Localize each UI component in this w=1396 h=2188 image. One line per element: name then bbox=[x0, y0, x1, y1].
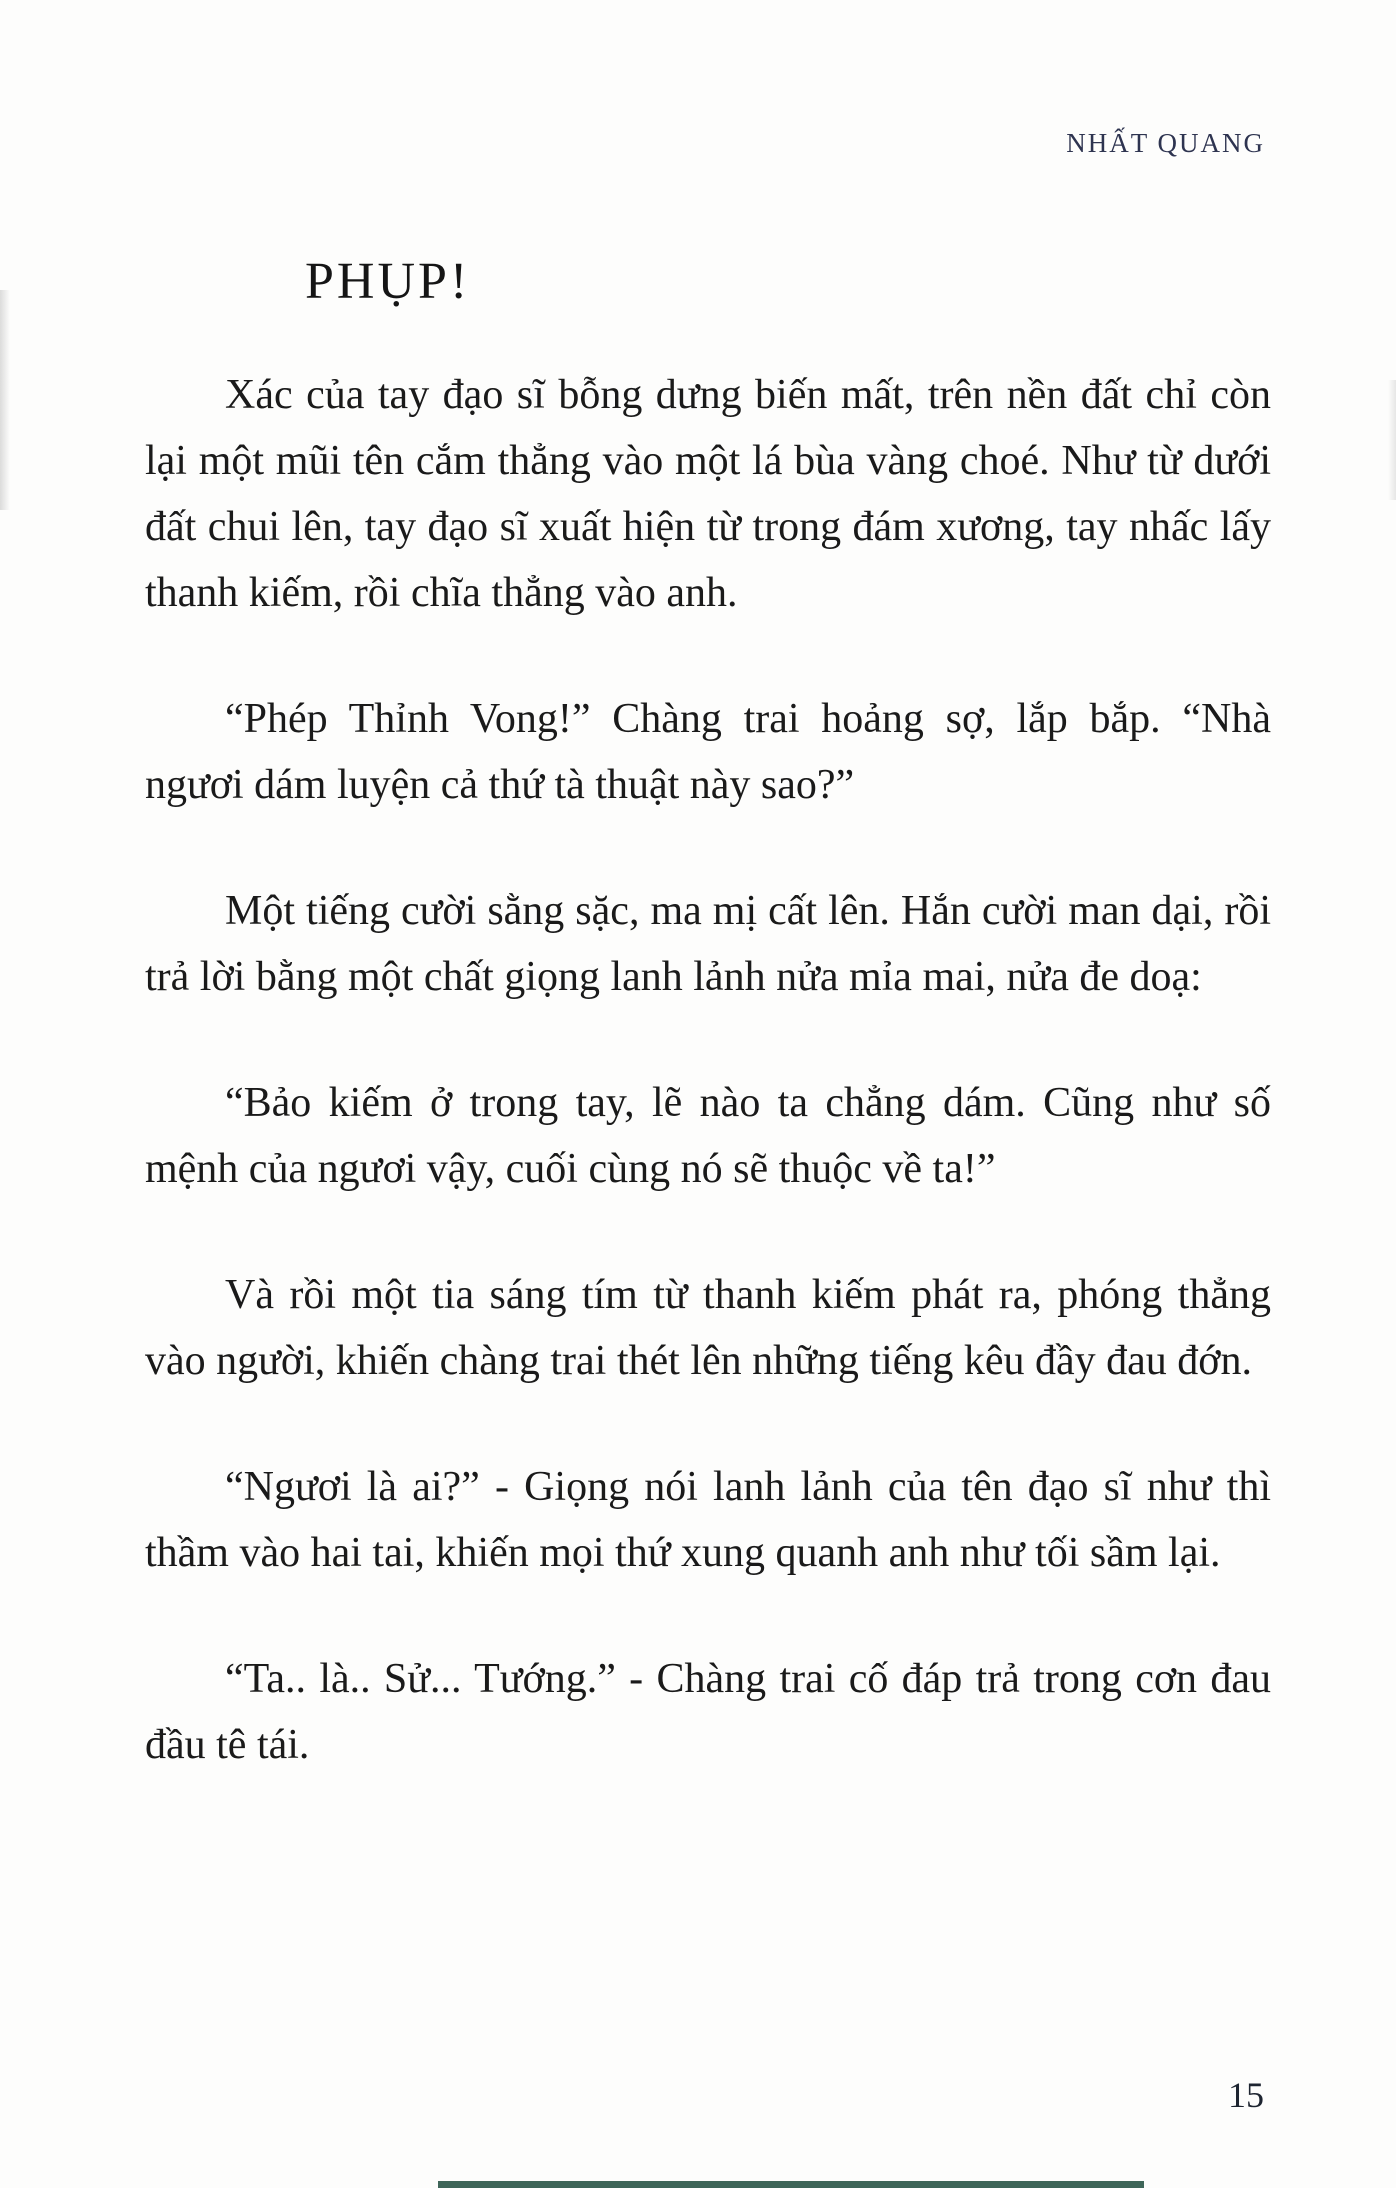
paragraph: Xác của tay đạo sĩ bỗng dưng biến mất, trên nền đất chỉ còn lại một mũi tên cắm thẳng vào một lá bùa vàng choé. Như từ dưới đất chui lên, tay đạo sĩ xuất hiện từ trong đám xương, tay nhấc lấy thanh kiếm, rồi chĩa thẳng vào anh. bbox=[145, 372, 1271, 616]
page-number: 15 bbox=[1228, 2075, 1264, 2115]
paragraph: Một tiếng cười sằng sặc, ma mị cất lên. Hắn cười man dại, rồi trả lời bằng một chất giọng lanh lảnh nửa mỉa mai, nửa đe doạ: bbox=[145, 888, 1271, 1000]
scan-artifact-strip bbox=[438, 2181, 1144, 2188]
paragraph: “Bảo kiếm ở trong tay, lẽ nào ta chẳng dám. Cũng như số mệnh của ngươi vậy, cuối cùng nó sẽ thuộc về ta!” bbox=[145, 1080, 1271, 1192]
paragraph: “Ta.. là.. Sử... Tướng.” - Chàng trai cố đáp trả trong cơn đau đầu tê tái. bbox=[145, 1656, 1271, 1768]
body-text bbox=[145, 362, 1271, 1838]
page-title: PHỤP! bbox=[305, 253, 471, 310]
scan-shadow-left bbox=[0, 290, 10, 510]
paragraph: Và rồi một tia sáng tím từ thanh kiếm phát ra, phóng thẳng vào người, khiến chàng trai thét lên những tiếng kêu đầy đau đớn. bbox=[145, 1272, 1271, 1384]
running-header: NHẤT QUANG bbox=[1066, 128, 1265, 158]
scan-shadow-right bbox=[1388, 380, 1396, 500]
paragraph: “Ngươi là ai?” - Giọng nói lanh lảnh của tên đạo sĩ như thì thầm vào hai tai, khiến mọi thứ xung quanh anh như tối sầm lại. bbox=[145, 1464, 1271, 1576]
paragraph: “Phép Thỉnh Vong!” Chàng trai hoảng sợ, lắp bắp. “Nhà ngươi dám luyện cả thứ tà thuật này sao?” bbox=[145, 696, 1271, 808]
